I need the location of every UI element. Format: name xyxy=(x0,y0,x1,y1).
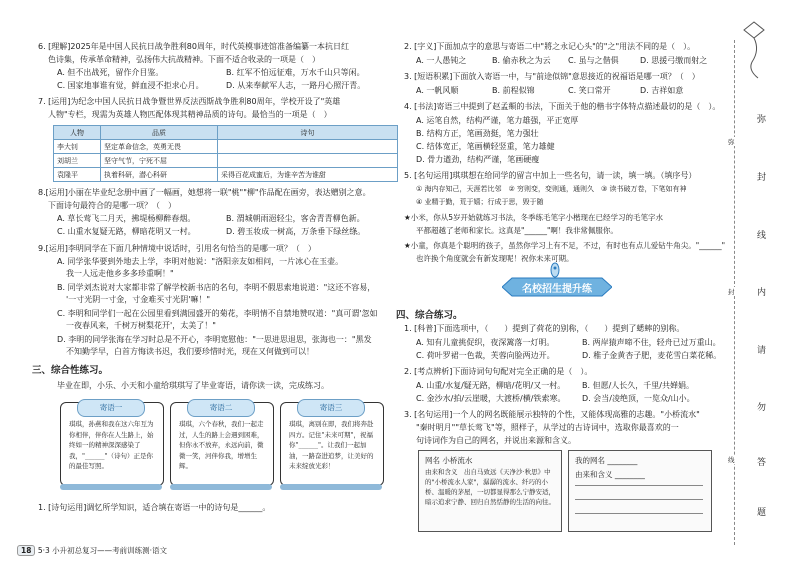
table-cell: 坚守气节，宁死不屈 xyxy=(101,154,218,168)
q3-option-b[interactable]: B. 前程似锦 xyxy=(492,86,535,95)
r1-option-a[interactable]: A. 知有儿童挑促织，夜深篱落一灯明。 xyxy=(416,338,555,347)
line-mark: 弥 xyxy=(728,138,735,146)
q5-sentence-1: ★小米，你从5岁开始就练习书法，冬季练毛笔字小楷现在已经学习的毛笔字水 xyxy=(404,213,663,222)
seal-char: 答 xyxy=(757,458,767,468)
q3-option-a[interactable]: A. 一帆风顺 xyxy=(416,86,459,95)
q2-option-d[interactable]: D. 思援弓缴而射之 xyxy=(640,56,708,65)
my-explanation-field[interactable]: 由来和含义 ________ xyxy=(575,470,645,479)
q9-option-b-2: '一寸光阴一寸金，寸金难买寸光阴'嘛！" xyxy=(66,295,211,304)
card-body: 琪琪，六个春秋，我们一起走过，人生的路上会遇到困难，但你永不放弃，永远向前，微微一笑，河伴你我，增增生辉。 xyxy=(179,420,264,470)
table-cell: 采得百花成蜜后，为谁辛苦为谁甜 xyxy=(218,168,398,182)
q7-stem-2: 人物"专栏，现需为英雄人物匹配体现其精神品质的诗句。最恰当的一项是（ ） xyxy=(48,110,332,119)
q9-option-b[interactable]: B. 同学刘杰说对大家都非常了解学校新书店的名句，李明不假思索地说道："这还不容易， xyxy=(57,283,376,292)
q2-option-b[interactable]: B. 偷赤秋之为云 xyxy=(492,56,551,65)
page-footer xyxy=(17,545,167,556)
r1-option-b[interactable]: B. 两岸猿声啼不住，轻舟已过万重山。 xyxy=(582,338,721,347)
card-title: 寄语一 xyxy=(77,399,145,417)
card-bar-decoration xyxy=(280,484,382,490)
q8-option-a[interactable]: A. 草长莺飞二月天，拂堤杨柳醉春烟。 xyxy=(57,214,196,223)
q3-option-c[interactable]: C. 笑口常开 xyxy=(568,86,611,95)
q5-choices-1: ① 海内存知己，天涯若比邻 ② 穷则变，变则通，通则久 ③ 读书破万卷，下笔如有神 xyxy=(416,185,687,193)
seal-char: 封 xyxy=(757,173,767,183)
seal-char: 题 xyxy=(757,508,767,518)
line-mark: 线 xyxy=(728,456,735,464)
q6-option-c[interactable]: C. 国家地事谁有觉，鲜血浸不拒求心月。 xyxy=(57,81,204,90)
answer-line xyxy=(575,499,703,500)
table-header: 诗句 xyxy=(218,126,398,140)
q9-option-d[interactable]: D. 李明的同学张海在学习时总是不开心，李明宽慰他："一思进思退思，张海也一："黑发 xyxy=(57,335,372,344)
q9-option-a-2: 我一人远走他乡多多珍重啊！" xyxy=(66,269,174,278)
banner-title: 名校招生提升练 xyxy=(522,284,592,295)
card-body: 琪琪，离别在即，我们将奔赴四方。记住"未来可期"，祝福你"______"。让我们一起加油，一路奋进追梦，让美好的未来绽放光彩！ xyxy=(289,420,374,470)
r3-stem-2: "秦时明月""草长莺飞"等，照样子，从学过的古诗词中，选取你最喜欢的一 xyxy=(416,423,679,432)
example-nickname: 网名 小桥流水 xyxy=(425,456,473,465)
q8-option-d[interactable]: D. 碧玉妆成一树高，万条垂下绿丝绦。 xyxy=(226,227,366,236)
table-cell[interactable] xyxy=(218,154,398,168)
answer-line xyxy=(575,513,703,514)
my-answer-box[interactable] xyxy=(568,450,712,532)
q9-option-a[interactable]: A. 同学张华要到外地去上学，李明对他说："洛阳亲友如相问，一片冰心在玉壶。 xyxy=(57,257,344,266)
r1-option-d[interactable]: D. 稚子金黄杏子肥，麦花雪白菜花稀。 xyxy=(582,351,722,360)
q3-stem: 3. [短语积累]下面放入寄语一中，与"前途似锦"意思接近的祝福语是哪一项？（ ） xyxy=(404,72,700,81)
r3-stem-3: 句诗词作为自己的网名，并说出来源和含义。 xyxy=(416,436,576,445)
table-cell: 袁隆平 xyxy=(54,168,101,182)
q2-option-c[interactable]: C. 虽与之偕俱 xyxy=(568,56,619,65)
hero-table xyxy=(53,125,398,182)
q8-option-b[interactable]: B. 渭城朝雨浥轻尘，客舍青青柳色新。 xyxy=(226,214,365,223)
r2-option-a[interactable]: A. 山重/水复/疑无路，柳暗/花明/又一村。 xyxy=(416,381,566,390)
message-card-2 xyxy=(170,402,274,486)
card-title: 寄语二 xyxy=(187,399,255,417)
section-three-heading: 三、综合性练习。 xyxy=(32,365,109,376)
example-explanation: 由来和含义 出自马致远《天净沙·秋思》中的"小桥流水人家"，潺潺的流水、纤巧的小桥、温暖的茅屋，一切都显得那么宁静安适，暗示追求宁静、回归自然恬静的生活的向往。 xyxy=(425,468,555,506)
q2-stem: 2. [字义]下面加点字的意思与寄语二中"將之永记心头"的"之"用法不同的是（ ）。 xyxy=(404,42,696,51)
q8-stem-2: 下面诗句最符合的是哪一项？（ ） xyxy=(48,201,176,210)
table-cell: 执着科研，潜心科研 xyxy=(101,168,218,182)
card-body: 琪琪，孙燕和我在这六年互为你相伴，伴你在人生路上，始终如一的精神深深感染了我，"______"（诗句）正是你的最佳写照。 xyxy=(69,420,154,470)
q9-option-c-2: 一夜春风来，千树万树梨花开'，太美了！" xyxy=(66,321,216,330)
q4-option-b[interactable]: B. 结构方正，笔画劲挺，笔力强壮 xyxy=(416,129,539,138)
q5-choices-2: ④ 业精于勤，荒于嬉；行成于思，毁于随 xyxy=(416,198,544,206)
table-header: 品质 xyxy=(101,126,218,140)
card-bar-decoration xyxy=(60,484,162,490)
r2-option-c[interactable]: C. 金沙水/拍/云崖暖，大渡桥/横/铁索寒。 xyxy=(416,394,566,403)
section-three-intro: 毕业在即，小乐、小天和小童给琪琪写了毕业寄语，请你读一读，完成练习。 xyxy=(57,381,329,390)
seal-char: 内 xyxy=(757,288,767,298)
page-number: 18 xyxy=(17,545,35,556)
q5-sentence-2b: 也许换个角度就会有新发现呢！祝你未来可期。 xyxy=(416,254,574,263)
seal-char: 请 xyxy=(757,346,767,356)
q7-stem: 7. [运用]为纪念中国人民抗日战争暨世界反法西斯战争胜利80周年，学校开设了"英雄 xyxy=(38,97,341,106)
q2-option-a[interactable]: A. 一人愚钝之 xyxy=(416,56,467,65)
table-cell: 坚定革命信念，英勇无畏 xyxy=(101,140,218,154)
rocket-icon xyxy=(548,262,562,282)
kite-decoration-icon xyxy=(740,20,774,84)
section-four-heading: 四、综合练习。 xyxy=(396,310,463,321)
r3-stem: 3. [名句运用]一个人的网名既能展示独特的个性，又能体现高雅的志趣。"小桥流水" xyxy=(404,410,700,419)
r2-stem: 2. [考点辨析]下面诗词句句配对完全正确的是（ ）。 xyxy=(404,367,593,376)
q4-stem: 4. [书法]寄语三中提到了赵孟頫的书法，下面关于他的楷书字体特点描述最切的是（ ）。 xyxy=(404,102,721,111)
r2-option-d[interactable]: D. 会当/凌绝顶，一览众/山小。 xyxy=(582,394,695,403)
q4-option-a[interactable]: A. 运笔自然，结构严谨，笔力雄强，平正宽厚 xyxy=(416,116,579,125)
q6-option-b[interactable]: B. 红军不怕远征难，万水千山只等闲。 xyxy=(226,68,365,77)
q5-sentence-2[interactable]: ★小童，你真是个聪明的孩子，虽然你学习上有不足，不过，有时也有点儿爱钻牛角尖。"______" xyxy=(404,241,726,250)
answer-line xyxy=(575,485,703,486)
q9-option-d-2: 不知勤学早，白首方悔读书迟，我们要珍惜时光，现在又何做到可以！ xyxy=(66,347,314,356)
r1-stem[interactable]: 1. [科普]下面选项中，（ ）提到了荷花的别称，（ ）提到了蟋蟀的别称。 xyxy=(404,324,685,333)
line-mark: 封 xyxy=(728,288,735,296)
q8-stem: 8.[运用]小丽在毕业纪念册中画了一幅画，她想将一联"桃""柳"作品配在画旁，表达赠别之意。 xyxy=(38,188,371,197)
q5-sentence-1b[interactable]: 平都超越了老师和家长。这真是"______"啊！我非常佩服你。 xyxy=(416,226,618,235)
my-nickname-field[interactable]: 我的网名 ________ xyxy=(575,456,638,465)
table-cell[interactable] xyxy=(218,140,398,154)
r1-option-c[interactable]: C. 荷叶罗裙一色裁，芙蓉向脸两边开。 xyxy=(416,351,555,360)
r2-option-b[interactable]: B. 但愿/人长久，千里/共婵娟。 xyxy=(582,381,694,390)
card-bar-decoration xyxy=(170,484,272,490)
q6-option-a[interactable]: A. 但不出战死，留作介目鉴。 xyxy=(57,68,164,77)
table-header: 人物 xyxy=(54,126,101,140)
q9-stem: 9.[运用]李明同学在下面几种情境中说话时，引用名句恰当的是哪一项？（ ） xyxy=(38,244,316,253)
fill-question-1[interactable]: 1. [诗句运用]调忆所学知识，适合填在寄语一中的诗句是______。 xyxy=(38,503,271,512)
seal-char: 线 xyxy=(757,231,767,241)
table-cell: 刘胡兰 xyxy=(54,154,101,168)
q6-stem-2: 色诗集，传承革命精神，弘扬伟大抗战精神。下面不适合收录的一项是（ ） xyxy=(48,55,320,64)
q4-option-d[interactable]: D. 骨力遒劲，结构严谨，笔画硬瘦 xyxy=(416,155,540,164)
q8-option-c[interactable]: C. 山重水复疑无路，柳暗花明又一村。 xyxy=(57,227,196,236)
seal-char: 弥 xyxy=(757,115,767,125)
table-cell: 李大钊 xyxy=(54,140,101,154)
seal-char: 勿 xyxy=(757,403,767,413)
q3-option-d[interactable]: D. 吉祥如意 xyxy=(640,86,684,95)
card-title: 寄语三 xyxy=(297,399,365,417)
q6-stem: 6. [理解]2025年是中国人民抗日战争胜利80周年，时代英模事迹馆准备编纂一本抗日红 xyxy=(38,42,349,51)
example-answer-box xyxy=(418,450,562,532)
q4-option-c[interactable]: C. 结体宽正，笔画横轻竖重，笔力雄健 xyxy=(416,142,555,151)
q6-option-d[interactable]: D. 从来奉献军人志，一路丹心照汗青。 xyxy=(226,81,366,90)
q9-option-c[interactable]: C. 李明和同学们一起在公园里看到满园盛开的菊花，李明情不自禁地赞叹道："真可谓'忽如 xyxy=(57,309,378,318)
q5-stem: 5. [名句运用]琪琪想在给同学的留言中加上一些名句，请一读，填一填。（填序号） xyxy=(404,171,697,180)
book-title: 5·3 小升初总复习——考前训练测·语文 xyxy=(37,546,168,555)
message-card-3 xyxy=(280,402,384,486)
message-card-1 xyxy=(60,402,164,486)
